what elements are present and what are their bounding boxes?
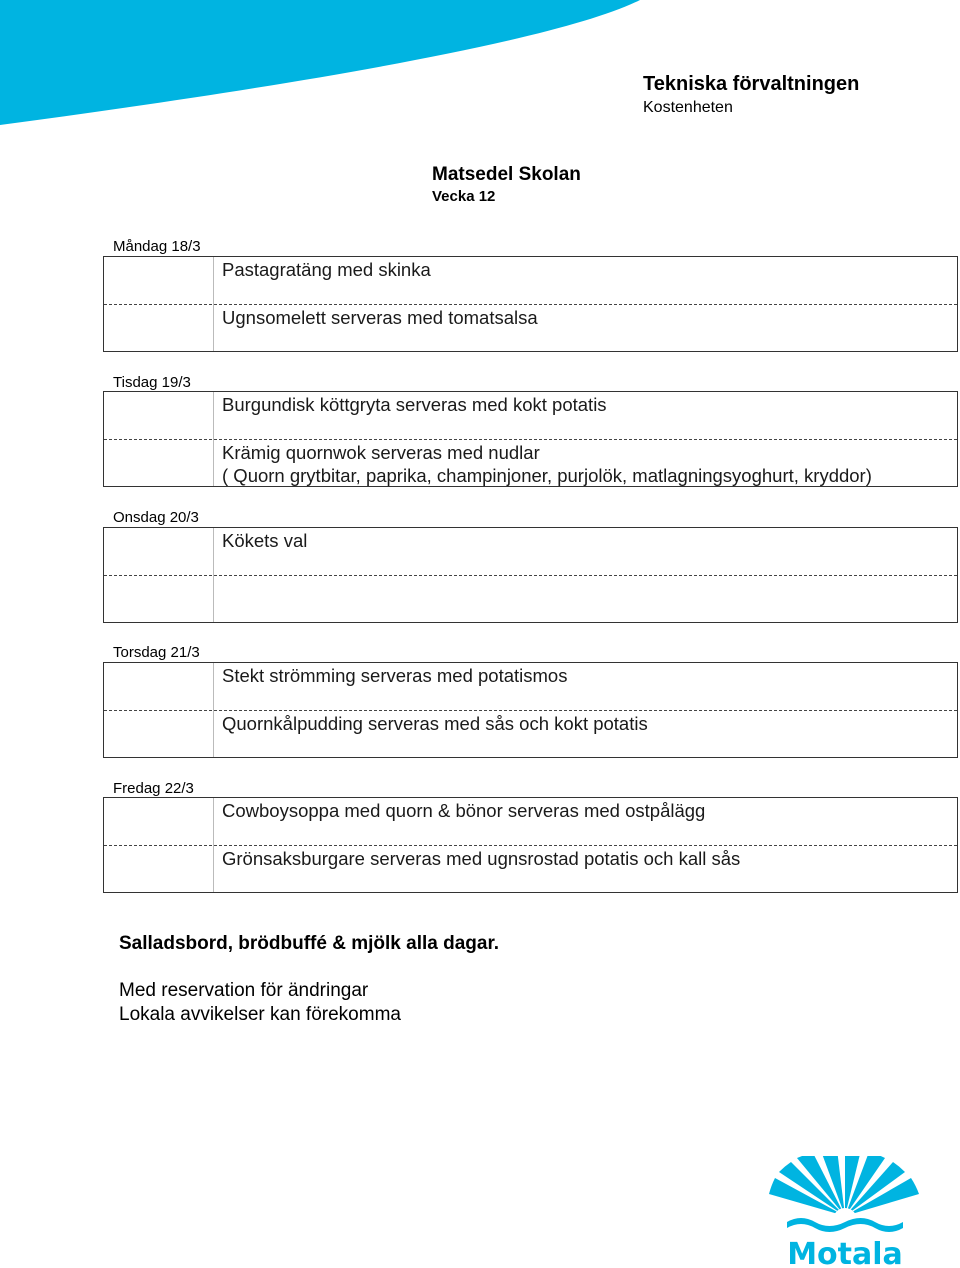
menu-heading — [432, 163, 581, 207]
dish-1: Burgundisk köttgryta serveras med kokt potatis — [222, 394, 607, 415]
dish-2-ingredients: ( Quorn grytbitar, paprika, champinjoner, purjolök, matlagningsyoghurt, kryddor) — [222, 465, 872, 486]
dish-1: Cowboysoppa med quorn & bönor serveras med ostpålägg — [222, 800, 706, 821]
logo-text: Motala — [787, 1237, 903, 1268]
dish-2: Quornkålpudding serveras med sås och kokt potatis — [222, 713, 648, 734]
dish-divider — [104, 575, 957, 576]
dish-divider — [104, 845, 957, 846]
dish-1: Kökets val — [222, 530, 308, 551]
reservation-note: Med reservation för ändringar — [119, 980, 369, 1001]
menu-title: Matsedel Skolan — [432, 164, 581, 185]
organization-title: Tekniska förvaltningen — [643, 73, 860, 95]
dish-2: Krämig quornwok serveras med nudlar — [222, 442, 540, 463]
dish-2: Ugnsomelett serveras med tomatsalsa — [222, 307, 538, 328]
day-box-friday — [103, 797, 958, 893]
header-swoosh-decoration — [0, 0, 640, 130]
dish-1: Pastagratäng med skinka — [222, 259, 431, 280]
day-label-tuesday: Tisdag 19/3 — [113, 374, 191, 391]
reservation-notes — [119, 979, 401, 1027]
dish-1: Stekt strömming serveras med potatismos — [222, 665, 568, 686]
motala-logo-icon — [765, 1156, 925, 1268]
day-label-friday: Fredag 22/3 — [113, 780, 194, 797]
menu-week: Vecka 12 — [432, 188, 496, 205]
local-deviation-note: Lokala avvikelser kan förekomma — [119, 1004, 401, 1025]
day-box-monday — [103, 256, 958, 352]
organization-header — [643, 72, 859, 119]
organization-subtitle: Kostenheten — [643, 99, 733, 116]
dish-divider — [104, 439, 957, 440]
dish-divider — [104, 304, 957, 305]
day-box-wednesday — [103, 527, 958, 623]
dish-2: Grönsaksburgare serveras med ugnsrostad potatis och kall sås — [222, 848, 741, 869]
day-box-tuesday — [103, 391, 958, 487]
dish-divider — [104, 710, 957, 711]
day-label-wednesday: Onsdag 20/3 — [113, 509, 199, 526]
day-label-thursday: Torsdag 21/3 — [113, 644, 200, 661]
day-box-thursday — [103, 662, 958, 758]
day-label-monday: Måndag 18/3 — [113, 238, 201, 255]
salad-bar-notice: Salladsbord, brödbuffé & mjölk alla dagar. — [119, 933, 500, 954]
